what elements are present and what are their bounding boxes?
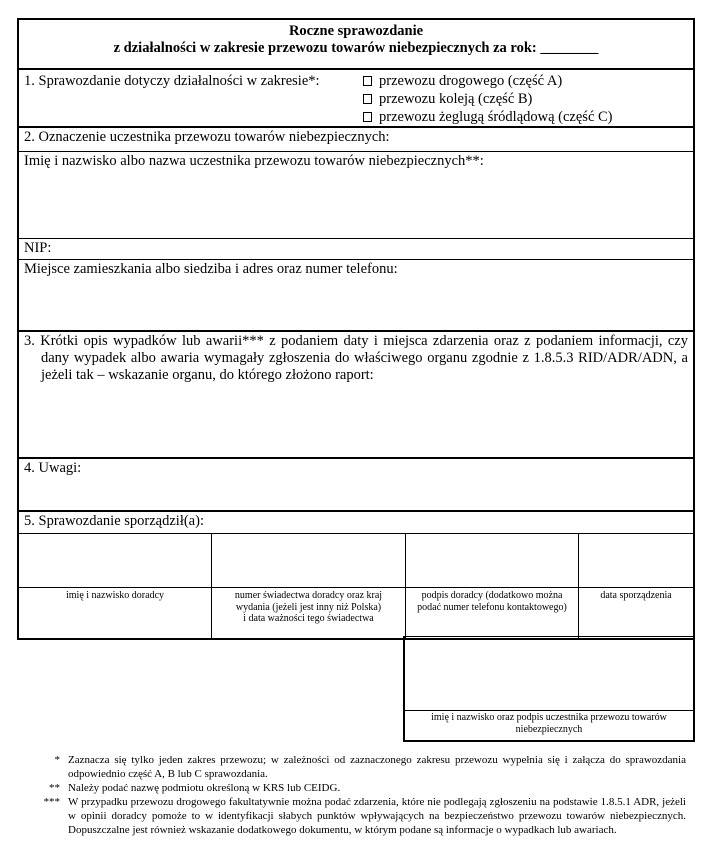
report-form bbox=[17, 18, 695, 640]
form-title-line1: Roczne sprawozdanie bbox=[288, 23, 424, 39]
footnote-1-mark: * bbox=[54, 754, 60, 766]
address-label: Miejsce zamieszkania albo siedziba i adres oraz numer telefonu: bbox=[24, 261, 398, 277]
section-4-label: 4. Uwagi: bbox=[24, 460, 82, 476]
section-5-header bbox=[19, 512, 693, 534]
transport-options bbox=[363, 72, 613, 126]
date-caption: data sporządzenia bbox=[600, 590, 672, 601]
address-field[interactable] bbox=[19, 260, 693, 332]
footnote-3 bbox=[40, 795, 686, 837]
section-3-accidents[interactable] bbox=[19, 332, 693, 459]
advisor-signature-input[interactable] bbox=[406, 534, 578, 588]
form-title bbox=[19, 20, 693, 70]
option-rail-label: przewozu koleją (część B) bbox=[379, 91, 533, 107]
certificate-input[interactable] bbox=[212, 534, 405, 588]
advisor-name-input[interactable] bbox=[19, 534, 211, 588]
section-1-label: 1. Sprawozdanie dotyczy działalności w zakresie*: bbox=[24, 73, 320, 89]
option-inland-waterway-label: przewozu żeglugą śródlądową (część C) bbox=[379, 109, 613, 125]
option-road-label: przewozu drogowego (część A) bbox=[379, 73, 563, 89]
footnote-1 bbox=[40, 753, 686, 781]
checkbox-road[interactable] bbox=[363, 76, 372, 86]
footnote-2-mark: ** bbox=[49, 782, 60, 794]
option-road[interactable] bbox=[363, 72, 613, 90]
section-3-label: 3. Krótki opis wypadków lub awarii*** z podaniem daty i miejsca zdarzenia oraz z podaniem informacji, czy dany wypadek albo awaria wymagały zgłoszenia do właściwego organu zgodnie z 1.8.5.3 RID/ADR/ADN, a jeżeli tak – wskazanie organu, do którego złożono raport: bbox=[24, 333, 688, 383]
date-cell bbox=[579, 534, 693, 638]
footnote-1-text: Zaznacza się tylko jeden zakres przewozu; w zależności od zaznaczonego zakresu przewozu wypełnia się i załącza do sprawozdania odpowiednio część A, B lub C sprawozdania. bbox=[68, 754, 686, 780]
advisor-name-caption: imię i nazwisko doradcy bbox=[65, 590, 165, 601]
option-rail[interactable] bbox=[363, 90, 613, 108]
form-title-line2: z działalności w zakresie przewozu towarów niebezpiecznych za rok: ________ bbox=[113, 40, 599, 56]
certificate-caption: numer świadectwa doradcy oraz kraj wydania (jeżeli jest inny niż Polska) i data ważności tego świadectwa bbox=[234, 590, 383, 624]
participant-name-field[interactable] bbox=[19, 152, 693, 239]
advisor-name-cell bbox=[19, 534, 212, 638]
participant-signature-input[interactable] bbox=[405, 637, 693, 711]
checkbox-inland-waterway[interactable] bbox=[363, 112, 372, 122]
nip-label: NIP: bbox=[24, 240, 52, 256]
section-5-label: 5. Sprawozdanie sporządził(a): bbox=[24, 513, 204, 529]
advisor-signature-table bbox=[19, 534, 693, 640]
footnote-3-text: W przypadku przewozu drogowego fakultatywnie można podać zdarzenia, które nie podlegają zgłoszeniu na podstawie 1.8.5.1 ADR, jeżeli w opinii doradcy pomoże to w identyfikacji słabych punktów wpływających na bezpieczeństwo przewozu towarów niebezpiecznych. Dopuszczalne jest również wskazanie dodatkowego dokumentu, w którym podane są informacje o wypadkach lub awariach. bbox=[68, 796, 686, 836]
date-input[interactable] bbox=[579, 534, 693, 588]
participant-signature-box bbox=[403, 636, 695, 742]
option-inland-waterway[interactable] bbox=[363, 108, 613, 126]
footnote-3-mark: *** bbox=[43, 796, 60, 808]
section-4-remarks[interactable] bbox=[19, 459, 693, 512]
footnote-2 bbox=[40, 781, 686, 795]
nip-field[interactable] bbox=[19, 239, 693, 260]
participant-name-label: Imię i nazwisko albo nazwa uczestnika przewozu towarów niebezpiecznych**: bbox=[24, 153, 484, 169]
footnote-2-text: Należy podać nazwę podmiotu określoną w KRS lub CEIDG. bbox=[68, 782, 341, 794]
footnotes bbox=[40, 753, 686, 837]
section-1 bbox=[19, 70, 693, 128]
advisor-signature-cell bbox=[406, 534, 579, 638]
certificate-cell bbox=[212, 534, 406, 638]
participant-signature-caption: imię i nazwisko oraz podpis uczestnika przewozu towarów niebezpiecznych bbox=[431, 712, 667, 735]
section-2-label: 2. Oznaczenie uczestnika przewozu towarów niebezpiecznych: bbox=[24, 129, 390, 145]
advisor-signature-caption: podpis doradcy (dodatkowo można podać numer telefonu kontaktowego) bbox=[417, 590, 567, 613]
section-2-header bbox=[19, 128, 693, 152]
checkbox-rail[interactable] bbox=[363, 94, 372, 104]
